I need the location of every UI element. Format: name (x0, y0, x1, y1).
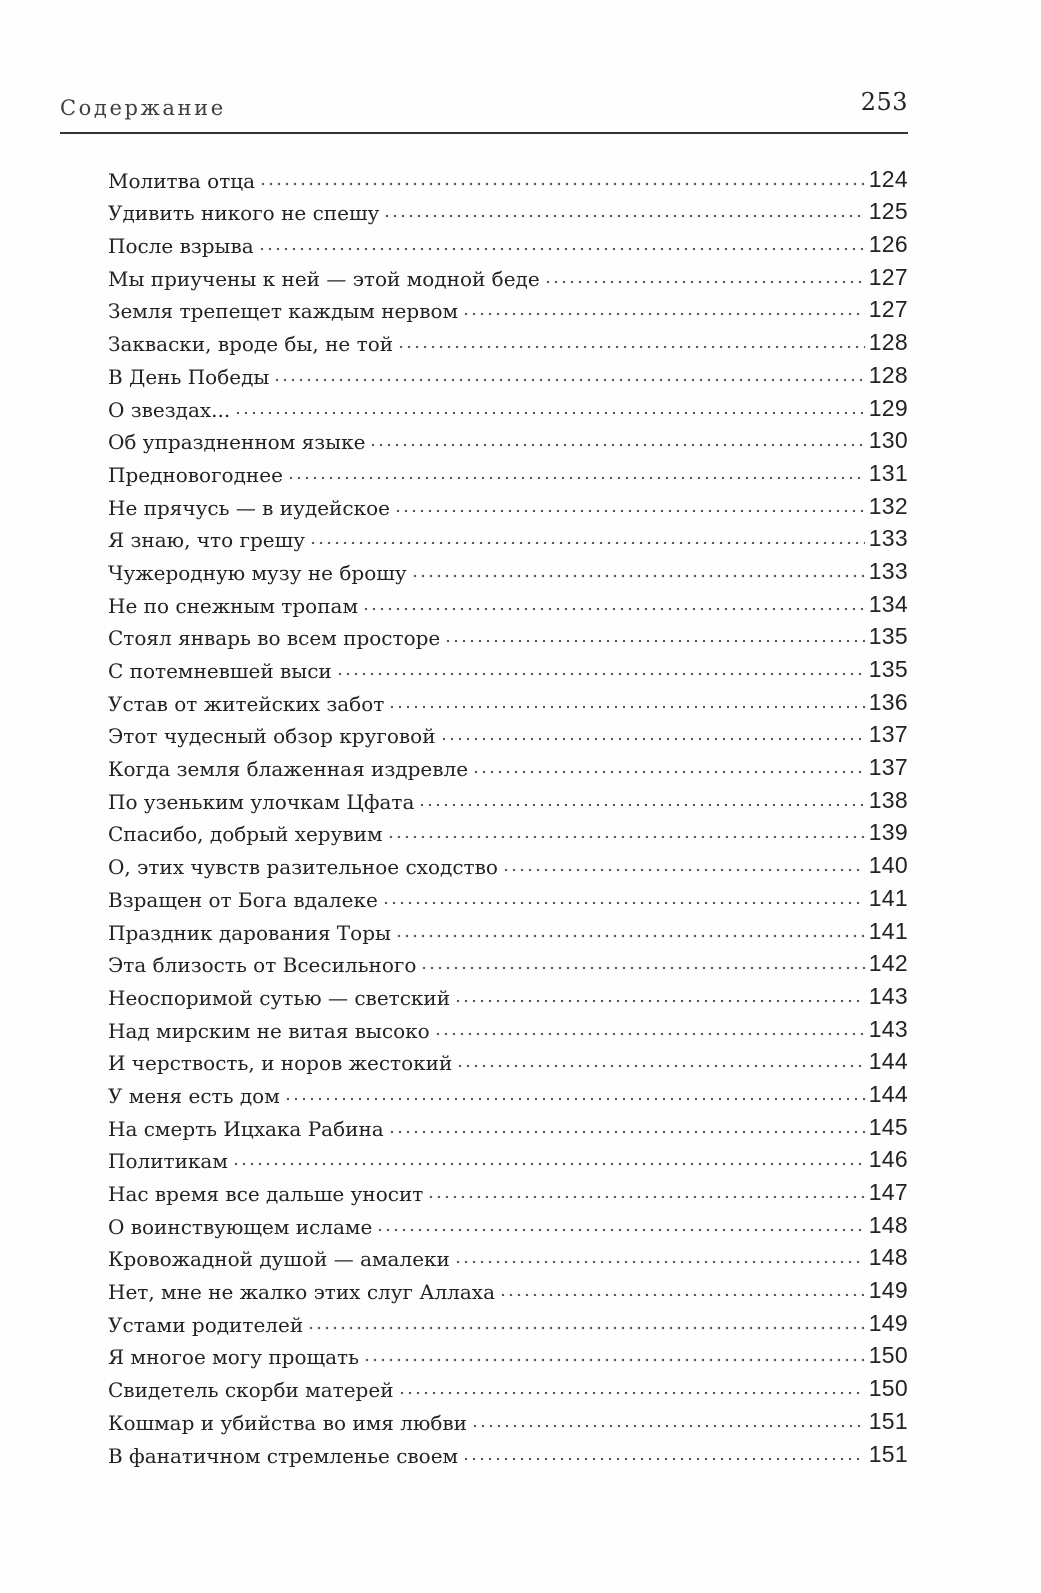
toc-entry-page: 135 (868, 623, 908, 650)
dot-leader (383, 213, 864, 219)
toc-entry (108, 1239, 908, 1272)
toc-entry (108, 1206, 908, 1239)
dot-leader (462, 1456, 865, 1462)
dot-leader (411, 573, 865, 579)
toc-entry-title: И черствость, и норов жестокий (108, 1051, 453, 1076)
toc-entry-page: 146 (868, 1146, 908, 1173)
toc-entry-title: Политикам (108, 1149, 228, 1174)
toc-entry-title: Земля трепещет каждым нервом (108, 299, 459, 324)
toc-entry-title: В фанатичном стремленье своем (108, 1443, 459, 1468)
toc-entry (108, 193, 908, 226)
toc-entry-page: 150 (868, 1375, 908, 1402)
section-title: Содержание (60, 96, 226, 120)
dot-leader (462, 311, 865, 317)
dot-leader (284, 1096, 865, 1102)
dot-leader (287, 475, 865, 481)
dot-leader (440, 736, 865, 742)
dot-leader (502, 867, 865, 873)
toc-entry-page: 125 (868, 198, 908, 225)
toc-entry-page: 144 (868, 1048, 908, 1075)
dot-leader (454, 998, 865, 1004)
toc-entry-title: Эта близость от Всесильного (108, 953, 417, 978)
dot-leader (376, 1227, 864, 1233)
toc-entry-title: Нас время все дальше уносит (108, 1182, 424, 1206)
toc-entry (108, 1075, 908, 1108)
toc-entry-title: Когда земля блаженная издревле (108, 757, 469, 782)
toc-entry (108, 520, 908, 553)
toc-entry-title: На смерть Ицхака Рабина (108, 1116, 384, 1141)
table-of-contents (108, 160, 908, 1468)
toc-entry (108, 814, 908, 847)
toc-entry-page: 149 (868, 1309, 908, 1336)
toc-entry (108, 552, 908, 585)
dot-leader (382, 900, 865, 906)
dot-leader (471, 1423, 865, 1429)
toc-entry-page: 143 (868, 1015, 908, 1042)
toc-entry (108, 1010, 908, 1043)
toc-entry-title: По узеньким улочкам Цфата (108, 789, 415, 814)
toc-entry-title: С потемневшей выси (108, 659, 332, 683)
toc-entry-title: Устав от житейских забот (108, 691, 385, 716)
toc-entry-page: 142 (868, 950, 908, 977)
toc-entry-page: 143 (868, 982, 908, 1009)
dot-leader (454, 1259, 865, 1265)
toc-entry-title: Мы приучены к ней — этой модной беде (108, 266, 540, 291)
toc-entry-title: О звездах... (108, 397, 231, 422)
toc-entry-title: Нет, мне не жалко этих слуг Аллаха (108, 1280, 496, 1305)
toc-entry-page: 150 (868, 1342, 908, 1369)
toc-entry-page: 136 (868, 688, 908, 715)
toc-entry (108, 291, 908, 324)
toc-entry-title: Удивить никого не спешу (108, 201, 380, 226)
dot-leader (420, 965, 864, 971)
dot-leader (232, 1161, 865, 1167)
toc-entry-page: 128 (868, 329, 908, 356)
toc-entry (108, 748, 908, 781)
dot-leader (369, 442, 864, 448)
toc-entry (108, 323, 908, 356)
toc-entry-page: 139 (868, 819, 908, 846)
toc-entry (108, 1108, 908, 1141)
toc-entry-title: Над мирским не витая высоко (108, 1018, 430, 1043)
toc-entry-title: Взращен от Бога вдалеке (108, 887, 378, 912)
dot-leader (259, 181, 865, 187)
dot-leader (472, 769, 865, 775)
toc-entry-title: О, этих чувств разительное сходство (108, 855, 498, 880)
toc-entry-page: 133 (868, 557, 908, 584)
dot-leader (388, 704, 864, 710)
toc-entry (108, 650, 908, 683)
dot-leader (234, 410, 864, 416)
toc-entry-title: Устами родителей (108, 1312, 304, 1337)
dot-leader (387, 834, 865, 840)
dot-leader (363, 1357, 865, 1363)
toc-entry-page: 138 (868, 786, 908, 813)
toc-entry-title: Кошмар и убийства во имя любви (108, 1410, 467, 1435)
toc-entry-title: Свидетель скорби матерей (108, 1378, 394, 1403)
dot-leader (394, 508, 865, 514)
toc-entry (108, 422, 908, 455)
toc-entry (108, 225, 908, 258)
dot-leader (362, 606, 865, 612)
toc-entry-page: 127 (868, 296, 908, 323)
toc-entry-page: 137 (868, 754, 908, 781)
toc-entry-title: В День Победы (108, 364, 270, 389)
toc-entry (108, 683, 908, 716)
toc-entry-page: 130 (868, 427, 908, 454)
toc-entry-title: После взрыва (108, 234, 254, 259)
toc-entry (108, 1435, 908, 1468)
toc-entry-page: 149 (868, 1277, 908, 1304)
toc-entry-page: 137 (868, 721, 908, 748)
dot-leader (434, 1031, 865, 1037)
toc-entry-page: 129 (868, 394, 908, 421)
toc-entry-page: 128 (868, 361, 908, 388)
toc-entry-title: Кровожадной душой — амалеки (108, 1247, 450, 1272)
page-number: 253 (860, 88, 908, 116)
toc-entry (108, 977, 908, 1010)
toc-entry (108, 1369, 908, 1402)
dot-leader (336, 671, 865, 677)
toc-entry-page: 151 (868, 1440, 908, 1467)
dot-leader (258, 246, 865, 252)
toc-entry-page: 124 (868, 165, 908, 192)
toc-entry-page: 134 (868, 590, 908, 617)
toc-entry-title: Молитва отца (108, 168, 256, 193)
toc-entry-title: Стоял январь во всем просторе (108, 626, 441, 651)
toc-entry (108, 389, 908, 422)
toc-entry-page: 145 (868, 1113, 908, 1140)
toc-entry-page: 141 (868, 884, 908, 911)
toc-entry-page: 131 (868, 459, 908, 486)
toc-entry (108, 716, 908, 749)
toc-entry-title: Предновогоднее (108, 462, 283, 487)
dot-leader (388, 1129, 865, 1135)
dot-leader (397, 344, 865, 350)
toc-entry (108, 912, 908, 945)
toc-entry (108, 1141, 908, 1174)
toc-entry-page: 147 (868, 1179, 908, 1205)
toc-entry (108, 585, 908, 618)
toc-entry (108, 1304, 908, 1337)
toc-entry (108, 879, 908, 912)
toc-entry-page: 140 (868, 852, 908, 879)
dot-leader (499, 1292, 865, 1298)
dot-leader (456, 1063, 864, 1069)
toc-entry-page: 151 (868, 1407, 908, 1434)
toc-entry-title: Неоспоримой сутью — светский (108, 985, 451, 1010)
dot-leader (398, 1390, 865, 1396)
toc-entry-page: 148 (868, 1211, 908, 1238)
dot-leader (418, 802, 864, 808)
toc-entry (108, 258, 908, 291)
toc-entry-title: Чужеродную музу не брошу (108, 560, 407, 585)
toc-entry (108, 487, 908, 520)
toc-entry-title: Я многое могу прощать (108, 1345, 359, 1370)
toc-entry (108, 356, 908, 389)
toc-entry-page: 144 (868, 1080, 908, 1107)
dot-leader (395, 933, 865, 939)
toc-entry-title: Об упраздненном языке (108, 430, 366, 455)
toc-entry (108, 1173, 908, 1206)
running-header (60, 88, 908, 134)
toc-entry-page: 132 (868, 492, 908, 519)
toc-entry (108, 945, 908, 978)
toc-entry-title: Праздник дарования Торы (108, 920, 391, 945)
toc-entry-title: Не по снежным тропам (108, 593, 359, 618)
toc-entry (108, 1271, 908, 1304)
toc-entry-page: 127 (868, 263, 908, 290)
toc-entry (108, 1402, 908, 1435)
toc-entry (108, 846, 908, 879)
dot-leader (444, 638, 864, 644)
toc-entry-title: Закваски, вроде бы, не той (108, 332, 394, 357)
toc-entry (108, 781, 908, 814)
toc-entry-title: Не прячусь — в иудейское (108, 495, 390, 520)
toc-entry-title: О воинствующем исламе (108, 1214, 373, 1239)
toc-entry (108, 160, 908, 193)
toc-entry-title: Я знаю, что грешу (108, 528, 305, 553)
toc-entry-page: 126 (868, 231, 908, 258)
toc-entry (108, 1043, 908, 1076)
toc-entry-page: 133 (868, 525, 908, 552)
toc-entry-title: Спасибо, добрый херувим (108, 822, 383, 847)
dot-leader (309, 540, 865, 546)
toc-entry-title: Этот чудесный обзор круговой (108, 724, 436, 749)
dot-leader (273, 377, 864, 383)
toc-entry-page: 141 (868, 917, 908, 944)
toc-entry-page: 148 (868, 1244, 908, 1271)
toc-entry (108, 618, 908, 651)
toc-entry (108, 1337, 908, 1370)
toc-entry-title: У меня есть дом (108, 1083, 280, 1108)
dot-leader (427, 1194, 864, 1200)
toc-entry-page: 135 (868, 656, 908, 682)
toc-entry (108, 454, 908, 487)
dot-leader (544, 279, 865, 285)
dot-leader (307, 1325, 865, 1331)
